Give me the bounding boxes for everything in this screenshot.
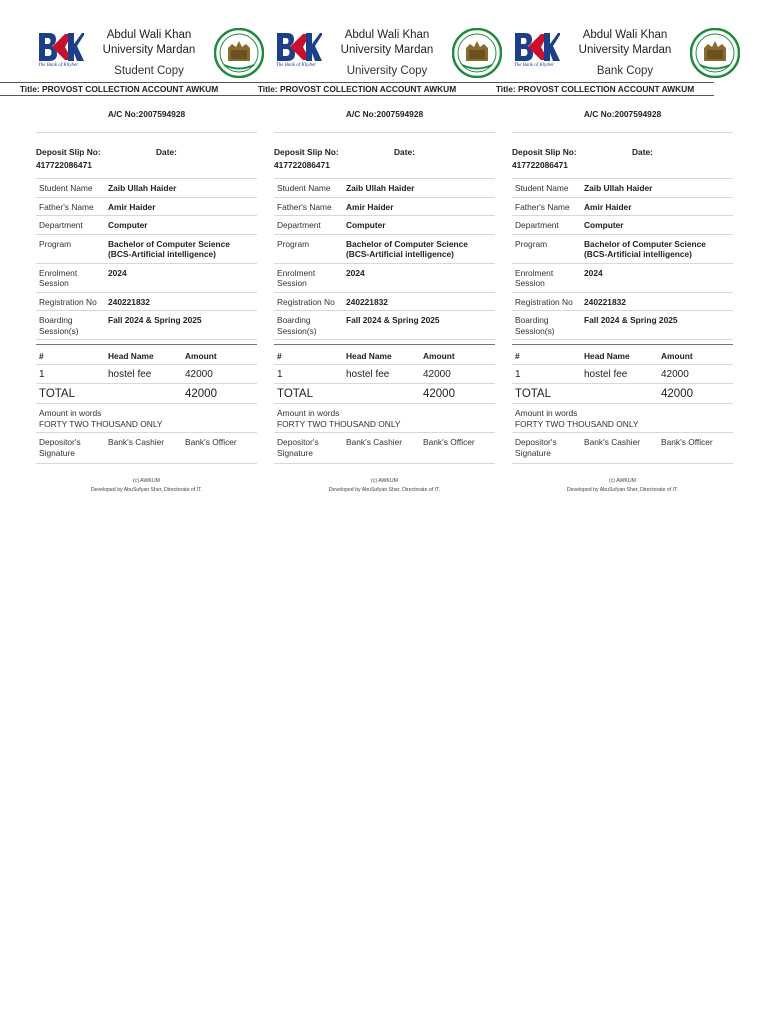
col-number: # (515, 351, 520, 361)
depositor-signature: Depositor's Signature (515, 437, 557, 458)
account-title: Title: PROVOST COLLECTION ACCOUNT AWKUM (0, 82, 238, 96)
field-label: Father's Name (277, 201, 332, 212)
father-name-row (36, 198, 257, 217)
account-number: A/C No:2007594928 (36, 108, 257, 133)
field-value: 240221832 (108, 296, 150, 307)
field-label: Boarding Session(s) (39, 315, 79, 336)
bank-officer: Bank's Officer (423, 437, 475, 447)
field-label: Registration No (515, 296, 573, 307)
field-label: Boarding Session(s) (515, 315, 555, 336)
amount-words-value: FORTY TWO THOUSAND ONLY (39, 418, 163, 429)
field-value: Zaib Ullah Haider (108, 183, 177, 193)
university-name (568, 28, 682, 57)
deposit-slip-section (274, 133, 495, 179)
depositor-signature: Depositor's Signature (277, 437, 319, 458)
field-value: Computer (108, 220, 148, 230)
amount-words-label: Amount in words (515, 408, 578, 418)
bank-tagline: The Bank of Khyber (38, 63, 79, 68)
university-copy-slip (238, 24, 476, 493)
amount-words-value: FORTY TWO THOUSAND ONLY (515, 418, 639, 429)
bank-cashier: Bank's Cashier (584, 437, 641, 447)
fee-amount: 42000 (661, 369, 689, 380)
deposit-slip-number: 417722086471 (274, 160, 330, 170)
col-amount: Amount (185, 351, 217, 361)
field-label: Enrolment Session (39, 267, 78, 288)
footer-copyright: (c) AWKUM (609, 478, 636, 484)
field-label: Program (515, 238, 548, 249)
amount-words-value: FORTY TWO THOUSAND ONLY (277, 418, 401, 429)
slip-header (238, 24, 476, 82)
field-value: Bachelor of Computer Science (BCS-Artificial intelligence) (584, 238, 706, 259)
field-value: 2024 (346, 267, 365, 278)
amount-in-words (36, 404, 257, 433)
col-head-name: Head Name (346, 351, 392, 361)
total-label: TOTAL (39, 388, 75, 400)
field-label: Student Name (277, 183, 331, 193)
footer-copyright: (c) AWKUM (371, 478, 398, 484)
field-value: Fall 2024 & Spring 2025 (584, 315, 678, 325)
field-value: Amir Haider (108, 201, 156, 212)
field-label: Student Name (39, 183, 93, 193)
university-name-line2: University Mardan (578, 43, 672, 56)
university-name-line2: University Mardan (102, 43, 196, 56)
bank-of-khyber-logo (38, 32, 86, 70)
fee-head: hostel fee (346, 369, 390, 380)
deposit-slip-number: 417722086471 (512, 160, 568, 170)
total-amount: 42000 (185, 388, 217, 400)
total-row (512, 384, 733, 404)
amount-in-words (512, 404, 733, 433)
boarding-session-row (512, 311, 733, 340)
registration-no-row (274, 293, 495, 312)
total-row (274, 384, 495, 404)
slip-footer (274, 464, 495, 495)
field-label: Enrolment Session (277, 267, 316, 288)
account-title: Title: PROVOST COLLECTION ACCOUNT AWKUM (476, 82, 714, 96)
total-row (36, 384, 257, 404)
university-name-line1: Abdul Wali Khan (344, 29, 430, 41)
field-label: Registration No (277, 296, 335, 307)
field-label: Department (277, 220, 321, 230)
enrolment-session-row (274, 264, 495, 293)
field-label: Department (39, 220, 83, 230)
boarding-session-row (36, 311, 257, 340)
field-label: Father's Name (39, 201, 94, 212)
fee-head: hostel fee (584, 369, 628, 380)
slip-footer (36, 464, 257, 495)
slip-body (36, 108, 257, 495)
col-head-name: Head Name (108, 351, 154, 361)
field-value: Zaib Ullah Haider (346, 183, 415, 193)
deposit-slip-label: Deposit Slip No: (36, 147, 101, 157)
copy-label: University Copy (346, 65, 428, 77)
copy-label: Bank Copy (596, 65, 654, 77)
fee-amount: 42000 (423, 369, 451, 380)
total-label: TOTAL (515, 388, 551, 400)
fee-number: 1 (515, 369, 521, 380)
fee-row (512, 365, 733, 384)
father-name-row (512, 198, 733, 217)
registration-no-row (36, 293, 257, 312)
department-row (274, 216, 495, 235)
university-name-line1: Abdul Wali Khan (106, 29, 192, 41)
enrolment-session-row (512, 264, 733, 293)
footer-copyright: (c) AWKUM (133, 478, 160, 484)
program-row (512, 235, 733, 264)
field-label: Program (39, 238, 72, 249)
fee-row (274, 365, 495, 384)
deposit-slip-section (512, 133, 733, 179)
fee-amount: 42000 (185, 369, 213, 380)
student-copy-slip (0, 24, 238, 493)
program-row (274, 235, 495, 264)
student-name-row (512, 179, 733, 198)
field-label: Father's Name (515, 201, 570, 212)
amount-words-label: Amount in words (39, 408, 102, 418)
field-value: Bachelor of Computer Science (BCS-Artificial intelligence) (108, 238, 230, 259)
slip-body (512, 108, 733, 495)
field-value: Fall 2024 & Spring 2025 (108, 315, 202, 325)
field-value: 2024 (584, 267, 603, 278)
deposit-slip-number: 417722086471 (36, 160, 92, 170)
total-amount: 42000 (423, 388, 455, 400)
field-value: Fall 2024 & Spring 2025 (346, 315, 440, 325)
university-name (92, 28, 206, 57)
copy-label: Student Copy (114, 65, 184, 77)
footer-developer: Developed by AbuSufyan Sher, Directorate of IT. (90, 487, 203, 493)
col-amount: Amount (423, 351, 455, 361)
field-label: Department (515, 220, 559, 230)
fee-row (36, 365, 257, 384)
department-row (512, 216, 733, 235)
date-label: Date: (632, 147, 653, 157)
field-value: Amir Haider (346, 201, 394, 212)
university-name (330, 28, 444, 57)
registration-no-row (512, 293, 733, 312)
field-value: 240221832 (584, 296, 626, 307)
field-value: 240221832 (346, 296, 388, 307)
date-label: Date: (156, 147, 177, 157)
field-value: Bachelor of Computer Science (BCS-Artificial intelligence) (346, 238, 468, 259)
university-name-line2: University Mardan (340, 43, 434, 56)
slip-header (476, 24, 714, 82)
student-name-row (36, 179, 257, 198)
bank-of-khyber-logo (276, 32, 324, 70)
fee-table-header (512, 344, 733, 365)
signature-row (36, 433, 257, 464)
account-number: A/C No:2007594928 (274, 108, 495, 133)
bank-officer: Bank's Officer (661, 437, 713, 447)
signature-row (512, 433, 733, 464)
bank-cashier: Bank's Cashier (346, 437, 403, 447)
fee-table-header (36, 344, 257, 365)
field-label: Student Name (515, 183, 569, 193)
deposit-slip-label: Deposit Slip No: (274, 147, 339, 157)
deposit-slip-label: Deposit Slip No: (512, 147, 577, 157)
bank-tagline: The Bank of Khyber (276, 63, 317, 68)
bok-logo-mark (38, 32, 84, 62)
program-row (36, 235, 257, 264)
field-label: Program (277, 238, 310, 249)
enrolment-session-row (36, 264, 257, 293)
slip-body (274, 108, 495, 495)
bank-cashier: Bank's Cashier (108, 437, 165, 447)
footer-developer: Developed by AbuSufyan Sher, Directorate of IT. (328, 487, 441, 493)
boarding-session-row (274, 311, 495, 340)
slip-header (0, 24, 238, 82)
field-value: Zaib Ullah Haider (584, 183, 653, 193)
field-label: Boarding Session(s) (277, 315, 317, 336)
bok-logo-mark (276, 32, 322, 62)
slip-footer (512, 464, 733, 495)
university-crest-icon (690, 28, 740, 78)
field-value: Computer (584, 220, 624, 230)
university-name-line1: Abdul Wali Khan (582, 29, 668, 41)
col-head-name: Head Name (584, 351, 630, 361)
bok-logo-mark (514, 32, 560, 62)
amount-in-words (274, 404, 495, 433)
deposit-slip-section (36, 133, 257, 179)
fee-number: 1 (277, 369, 283, 380)
footer-developer: Developed by AbuSufyan Sher, Directorate of IT. (566, 487, 679, 493)
student-name-row (274, 179, 495, 198)
bank-tagline: The Bank of Khyber (514, 63, 555, 68)
col-number: # (277, 351, 282, 361)
bank-copy-slip (476, 24, 714, 493)
col-amount: Amount (661, 351, 693, 361)
field-value: Computer (346, 220, 386, 230)
fee-table-header (274, 344, 495, 365)
total-label: TOTAL (277, 388, 313, 400)
field-value: 2024 (108, 267, 127, 278)
fee-head: hostel fee (108, 369, 152, 380)
field-label: Registration No (39, 296, 97, 307)
account-number: A/C No:2007594928 (512, 108, 733, 133)
date-label: Date: (394, 147, 415, 157)
depositor-signature: Depositor's Signature (39, 437, 81, 458)
total-amount: 42000 (661, 388, 693, 400)
bank-of-khyber-logo (514, 32, 562, 70)
amount-words-label: Amount in words (277, 408, 340, 418)
account-title: Title: PROVOST COLLECTION ACCOUNT AWKUM (238, 82, 476, 96)
department-row (36, 216, 257, 235)
signature-row (274, 433, 495, 464)
bank-officer: Bank's Officer (185, 437, 237, 447)
field-value: Amir Haider (584, 201, 632, 212)
father-name-row (274, 198, 495, 217)
fee-number: 1 (39, 369, 45, 380)
col-number: # (39, 351, 44, 361)
field-label: Enrolment Session (515, 267, 554, 288)
